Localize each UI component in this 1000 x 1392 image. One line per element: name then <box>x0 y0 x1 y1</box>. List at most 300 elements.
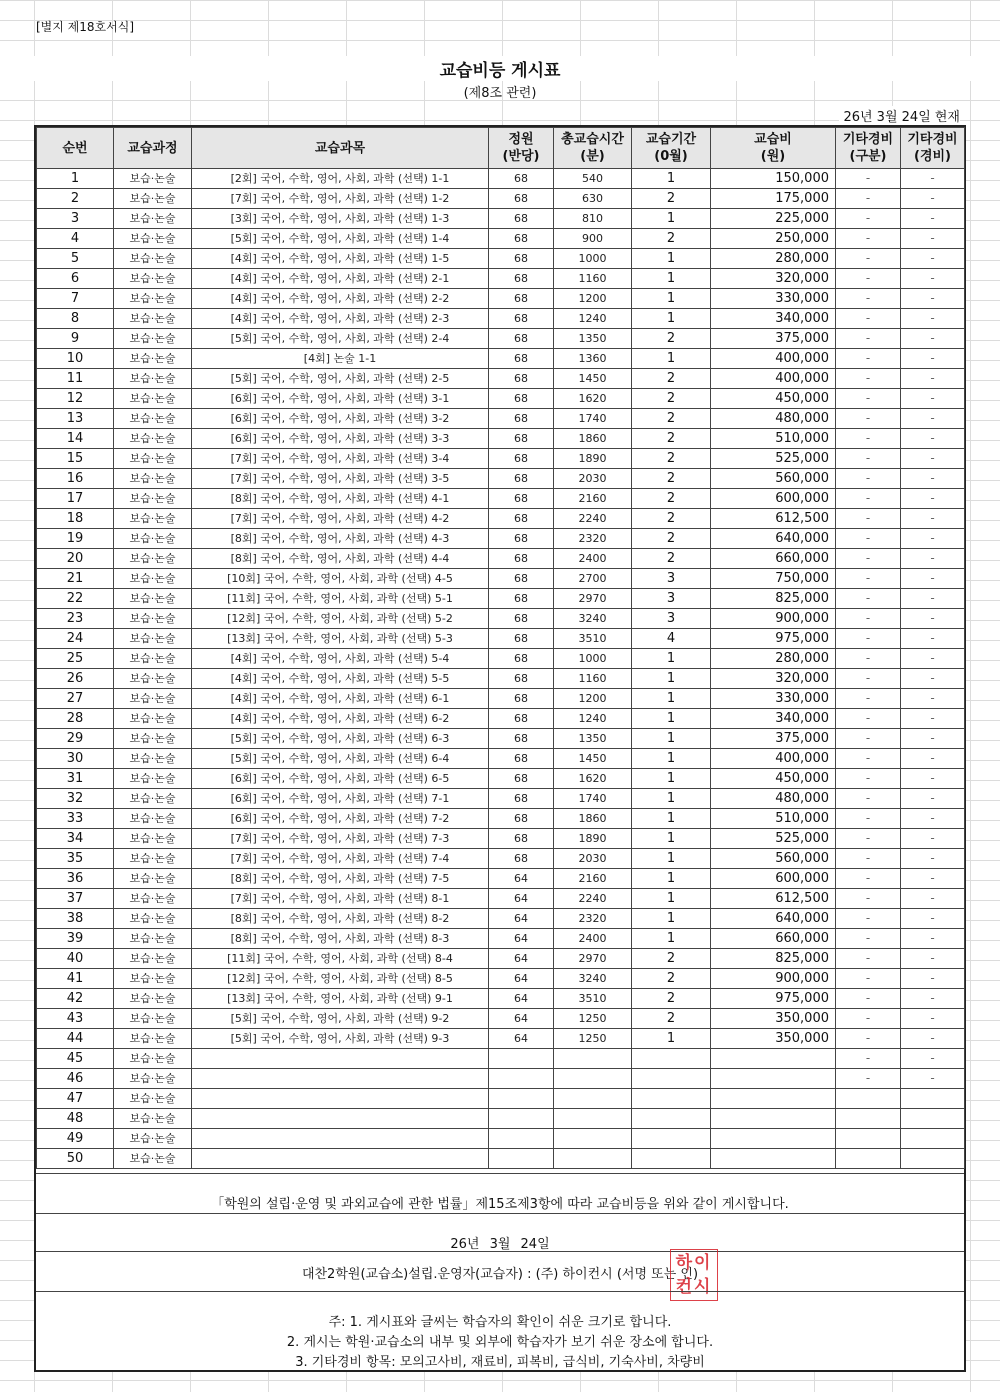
row-number: 4 <box>37 229 114 249</box>
table-row <box>37 429 965 449</box>
fee-cell: 825,000 <box>711 949 836 969</box>
row-number: 29 <box>37 729 114 749</box>
legal-statement: 「학원의 설립·운영 및 과외교습에 관한 법률」제15조제3항에 따라 교습비등을 위와 같이 게시합니다. <box>211 1197 789 1212</box>
capacity-cell: 68 <box>489 669 554 689</box>
total-time-cell: 1860 <box>554 809 632 829</box>
other-amount-cell: - <box>901 869 965 889</box>
other-category-cell: - <box>836 269 901 289</box>
capacity-cell: 68 <box>489 349 554 369</box>
other-category-cell: - <box>836 1029 901 1049</box>
other-amount-cell: - <box>901 529 965 549</box>
other-category-cell: - <box>836 369 901 389</box>
period-cell: 2 <box>632 549 711 569</box>
table-row <box>37 909 965 929</box>
subject-cell: [6회] 국어, 수학, 영어, 사회, 과학 (선택) 6-5 <box>192 769 489 789</box>
header-capacity: 정원 (반당) <box>489 128 554 169</box>
capacity-cell: 68 <box>489 529 554 549</box>
table-row <box>37 489 965 509</box>
operator-signature-line: 대찬2학원(교습소)설립.운영자(교습자) : (주) 하이컨시 (서명 또는 인) <box>301 1267 699 1282</box>
total-time-cell: 900 <box>554 229 632 249</box>
fee-cell: 340,000 <box>711 309 836 329</box>
subject-cell: [7회] 국어, 수학, 영어, 사회, 과학 (선택) 7-4 <box>192 849 489 869</box>
other-category-cell: - <box>836 649 901 669</box>
other-amount-cell: - <box>901 689 965 709</box>
total-time-cell <box>554 1109 632 1129</box>
other-category-cell: - <box>836 429 901 449</box>
course-cell: 보습·논술 <box>114 1089 192 1109</box>
period-cell: 1 <box>632 749 711 769</box>
capacity-cell: 68 <box>489 409 554 429</box>
table-row <box>37 689 965 709</box>
other-category-cell: - <box>836 489 901 509</box>
row-number: 16 <box>37 469 114 489</box>
row-number: 22 <box>37 589 114 609</box>
table-row <box>37 349 965 369</box>
fee-cell: 400,000 <box>711 349 836 369</box>
course-cell: 보습·논술 <box>114 289 192 309</box>
divider <box>36 1213 964 1214</box>
table-row <box>37 949 965 969</box>
period-cell: 1 <box>632 1029 711 1049</box>
subject-cell: [4회] 국어, 수학, 영어, 사회, 과학 (선택) 2-3 <box>192 309 489 329</box>
fee-cell: 350,000 <box>711 1009 836 1029</box>
total-time-cell: 1350 <box>554 329 632 349</box>
fee-notice-sheet <box>34 125 966 1372</box>
divider <box>36 1173 964 1174</box>
total-time-cell: 2320 <box>554 909 632 929</box>
other-amount-cell: - <box>901 1069 965 1089</box>
table-row <box>37 209 965 229</box>
subject-cell <box>192 1129 489 1149</box>
row-number: 41 <box>37 969 114 989</box>
row-number: 7 <box>37 289 114 309</box>
capacity-cell: 68 <box>489 829 554 849</box>
table-row <box>37 469 965 489</box>
period-cell <box>632 1049 711 1069</box>
table-row <box>37 409 965 429</box>
total-time-cell: 1350 <box>554 729 632 749</box>
table-row <box>37 549 965 569</box>
row-number: 44 <box>37 1029 114 1049</box>
fee-cell: 612,500 <box>711 509 836 529</box>
total-time-cell: 1250 <box>554 1029 632 1049</box>
other-amount-cell: - <box>901 509 965 529</box>
row-number: 3 <box>37 209 114 229</box>
table-row <box>37 289 965 309</box>
header-subject: 교습과목 <box>192 128 489 169</box>
course-cell: 보습·논술 <box>114 1009 192 1029</box>
subject-cell <box>192 1149 489 1169</box>
period-cell: 4 <box>632 629 711 649</box>
total-time-cell: 1740 <box>554 789 632 809</box>
capacity-cell: 68 <box>489 809 554 829</box>
other-category-cell: - <box>836 469 901 489</box>
other-amount-cell: - <box>901 769 965 789</box>
header-period: 교습기간 (0월) <box>632 128 711 169</box>
subject-cell: [7회] 국어, 수학, 영어, 사회, 과학 (선택) 3-5 <box>192 469 489 489</box>
other-category-cell <box>836 1129 901 1149</box>
fee-cell: 340,000 <box>711 709 836 729</box>
other-amount-cell: - <box>901 1049 965 1069</box>
subject-cell: [4회] 국어, 수학, 영어, 사회, 과학 (선택) 6-2 <box>192 709 489 729</box>
period-cell: 1 <box>632 829 711 849</box>
capacity-cell: 68 <box>489 589 554 609</box>
total-time-cell: 1860 <box>554 429 632 449</box>
subject-cell: [13회] 국어, 수학, 영어, 사회, 과학 (선택) 9-1 <box>192 989 489 1009</box>
table-row <box>37 809 965 829</box>
other-amount-cell: - <box>901 549 965 569</box>
as-of-date: 26년 3월 24일 현재 <box>839 106 960 125</box>
course-cell: 보습·논술 <box>114 849 192 869</box>
period-cell: 2 <box>632 969 711 989</box>
other-category-cell: - <box>836 569 901 589</box>
capacity-cell: 64 <box>489 909 554 929</box>
course-cell: 보습·논술 <box>114 829 192 849</box>
capacity-cell: 68 <box>489 769 554 789</box>
other-category-cell <box>836 1089 901 1109</box>
other-amount-cell: - <box>901 449 965 469</box>
total-time-cell: 2400 <box>554 929 632 949</box>
row-number: 46 <box>37 1069 114 1089</box>
page-subtitle: (제8조 관련) <box>463 86 537 101</box>
subject-cell: [4회] 국어, 수학, 영어, 사회, 과학 (선택) 2-2 <box>192 289 489 309</box>
other-amount-cell: - <box>901 789 965 809</box>
row-number: 37 <box>37 889 114 909</box>
row-number: 28 <box>37 709 114 729</box>
course-cell: 보습·논술 <box>114 909 192 929</box>
period-cell: 1 <box>632 869 711 889</box>
row-number: 31 <box>37 769 114 789</box>
other-category-cell: - <box>836 309 901 329</box>
fee-cell: 375,000 <box>711 729 836 749</box>
fee-cell: 660,000 <box>711 549 836 569</box>
table-row <box>37 309 965 329</box>
row-number: 34 <box>37 829 114 849</box>
other-amount-cell: - <box>901 189 965 209</box>
header-no: 순번 <box>37 128 114 169</box>
course-cell: 보습·논술 <box>114 769 192 789</box>
row-number: 6 <box>37 269 114 289</box>
other-category-cell: - <box>836 689 901 709</box>
period-cell <box>632 1069 711 1089</box>
capacity-cell: 68 <box>489 549 554 569</box>
course-cell: 보습·논술 <box>114 209 192 229</box>
total-time-cell: 2030 <box>554 849 632 869</box>
subject-cell: [4회] 국어, 수학, 영어, 사회, 과학 (선택) 6-1 <box>192 689 489 709</box>
course-cell: 보습·논술 <box>114 629 192 649</box>
other-amount-cell: - <box>901 849 965 869</box>
course-cell: 보습·논술 <box>114 509 192 529</box>
row-number: 40 <box>37 949 114 969</box>
course-cell: 보습·논술 <box>114 429 192 449</box>
total-time-cell: 2160 <box>554 489 632 509</box>
fee-cell: 480,000 <box>711 409 836 429</box>
course-cell: 보습·논술 <box>114 489 192 509</box>
other-category-cell: - <box>836 329 901 349</box>
total-time-cell <box>554 1149 632 1169</box>
table-row <box>37 609 965 629</box>
other-amount-cell: - <box>901 489 965 509</box>
capacity-cell: 64 <box>489 1029 554 1049</box>
capacity-cell: 68 <box>489 609 554 629</box>
table-row <box>37 849 965 869</box>
fee-cell <box>711 1149 836 1169</box>
table-row <box>37 169 965 189</box>
other-amount-cell <box>901 1149 965 1169</box>
other-category-cell: - <box>836 349 901 369</box>
subject-cell: [6회] 국어, 수학, 영어, 사회, 과학 (선택) 3-1 <box>192 389 489 409</box>
other-amount-cell: - <box>901 209 965 229</box>
course-cell: 보습·논술 <box>114 389 192 409</box>
course-cell: 보습·논술 <box>114 349 192 369</box>
company-seal-stamp: 하이 컨시 <box>670 1249 718 1301</box>
table-row <box>37 229 965 249</box>
fee-cell: 480,000 <box>711 789 836 809</box>
course-cell: 보습·논술 <box>114 369 192 389</box>
period-cell: 2 <box>632 189 711 209</box>
other-amount-cell: - <box>901 229 965 249</box>
subject-cell: [7회] 국어, 수학, 영어, 사회, 과학 (선택) 1-2 <box>192 189 489 209</box>
table-row <box>37 1069 965 1089</box>
period-cell: 1 <box>632 669 711 689</box>
capacity-cell: 68 <box>489 649 554 669</box>
note-line: 2. 게시는 학원·교습소의 내부 및 외부에 학습자가 보기 쉬운 장소에 합니다. <box>286 1335 714 1350</box>
capacity-cell: 68 <box>489 229 554 249</box>
subject-cell: [7회] 국어, 수학, 영어, 사회, 과학 (선택) 4-2 <box>192 509 489 529</box>
other-category-cell: - <box>836 949 901 969</box>
other-category-cell <box>836 1149 901 1169</box>
other-amount-cell: - <box>901 409 965 429</box>
capacity-cell: 68 <box>489 469 554 489</box>
period-cell <box>632 1089 711 1109</box>
header-course: 교습과정 <box>114 128 192 169</box>
header-other-amount: 기타경비 (경비) <box>901 128 965 169</box>
fee-cell <box>711 1049 836 1069</box>
total-time-cell: 2160 <box>554 869 632 889</box>
row-number: 2 <box>37 189 114 209</box>
total-time-cell: 630 <box>554 189 632 209</box>
row-number: 47 <box>37 1089 114 1109</box>
subject-cell <box>192 1109 489 1129</box>
table-row <box>37 929 965 949</box>
total-time-cell: 1250 <box>554 1009 632 1029</box>
period-cell <box>632 1129 711 1149</box>
row-number: 30 <box>37 749 114 769</box>
capacity-cell: 64 <box>489 969 554 989</box>
table-row <box>37 789 965 809</box>
other-category-cell: - <box>836 549 901 569</box>
period-cell: 2 <box>632 329 711 349</box>
total-time-cell: 1450 <box>554 749 632 769</box>
subject-cell: [5회] 국어, 수학, 영어, 사회, 과학 (선택) 1-4 <box>192 229 489 249</box>
subject-cell: [6회] 국어, 수학, 영어, 사회, 과학 (선택) 7-1 <box>192 789 489 809</box>
course-cell: 보습·논술 <box>114 589 192 609</box>
subject-cell: [5회] 국어, 수학, 영어, 사회, 과학 (선택) 9-3 <box>192 1029 489 1049</box>
row-number: 13 <box>37 409 114 429</box>
row-number: 25 <box>37 649 114 669</box>
capacity-cell: 68 <box>489 389 554 409</box>
course-cell: 보습·논술 <box>114 989 192 1009</box>
other-category-cell: - <box>836 289 901 309</box>
total-time-cell: 3510 <box>554 989 632 1009</box>
fee-cell: 250,000 <box>711 229 836 249</box>
capacity-cell: 68 <box>489 449 554 469</box>
capacity-cell: 68 <box>489 269 554 289</box>
other-category-cell: - <box>836 249 901 269</box>
row-number: 26 <box>37 669 114 689</box>
capacity-cell: 68 <box>489 289 554 309</box>
table-row <box>37 529 965 549</box>
capacity-cell: 68 <box>489 329 554 349</box>
table-row <box>37 189 965 209</box>
fee-cell <box>711 1089 836 1109</box>
period-cell: 1 <box>632 349 711 369</box>
other-amount-cell <box>901 1109 965 1129</box>
period-cell <box>632 1149 711 1169</box>
period-cell: 3 <box>632 589 711 609</box>
table-row <box>37 709 965 729</box>
fee-cell: 400,000 <box>711 369 836 389</box>
other-category-cell: - <box>836 189 901 209</box>
capacity-cell: 68 <box>489 209 554 229</box>
course-cell: 보습·논술 <box>114 549 192 569</box>
period-cell: 2 <box>632 389 711 409</box>
row-number: 5 <box>37 249 114 269</box>
period-cell: 2 <box>632 489 711 509</box>
fee-cell: 175,000 <box>711 189 836 209</box>
capacity-cell: 64 <box>489 949 554 969</box>
subject-cell: [8회] 국어, 수학, 영어, 사회, 과학 (선택) 4-1 <box>192 489 489 509</box>
fee-table-body <box>37 169 965 1169</box>
table-row <box>37 769 965 789</box>
course-cell: 보습·논술 <box>114 809 192 829</box>
period-cell: 2 <box>632 369 711 389</box>
course-cell: 보습·논술 <box>114 269 192 289</box>
fee-cell: 350,000 <box>711 1029 836 1049</box>
table-row <box>37 889 965 909</box>
other-category-cell: - <box>836 829 901 849</box>
total-time-cell: 2700 <box>554 569 632 589</box>
capacity-cell: 68 <box>489 749 554 769</box>
fee-cell: 375,000 <box>711 329 836 349</box>
table-row <box>37 969 965 989</box>
other-amount-cell: - <box>901 429 965 449</box>
table-row <box>37 749 965 769</box>
table-row <box>37 369 965 389</box>
fee-cell: 825,000 <box>711 589 836 609</box>
course-cell: 보습·논술 <box>114 189 192 209</box>
period-cell: 1 <box>632 729 711 749</box>
row-number: 33 <box>37 809 114 829</box>
other-amount-cell: - <box>901 289 965 309</box>
other-amount-cell <box>901 1129 965 1149</box>
other-amount-cell: - <box>901 709 965 729</box>
total-time-cell <box>554 1129 632 1149</box>
capacity-cell <box>489 1049 554 1069</box>
total-time-cell: 3510 <box>554 629 632 649</box>
other-amount-cell: - <box>901 349 965 369</box>
capacity-cell: 68 <box>489 709 554 729</box>
other-category-cell: - <box>836 909 901 929</box>
table-row <box>37 1089 965 1109</box>
fee-cell: 280,000 <box>711 249 836 269</box>
other-amount-cell: - <box>901 329 965 349</box>
notes-block <box>36 1313 964 1373</box>
subject-cell <box>192 1069 489 1089</box>
period-cell: 2 <box>632 989 711 1009</box>
other-category-cell: - <box>836 1009 901 1029</box>
row-number: 35 <box>37 849 114 869</box>
course-cell: 보습·논술 <box>114 309 192 329</box>
other-amount-cell: - <box>901 249 965 269</box>
course-cell: 보습·논술 <box>114 929 192 949</box>
subject-cell: [8회] 국어, 수학, 영어, 사회, 과학 (선택) 4-4 <box>192 549 489 569</box>
course-cell: 보습·논술 <box>114 1029 192 1049</box>
total-time-cell <box>554 1089 632 1109</box>
fee-cell: 320,000 <box>711 269 836 289</box>
subject-cell: [7회] 국어, 수학, 영어, 사회, 과학 (선택) 3-4 <box>192 449 489 469</box>
table-row <box>37 629 965 649</box>
total-time-cell: 2320 <box>554 529 632 549</box>
course-cell: 보습·논술 <box>114 689 192 709</box>
capacity-cell <box>489 1089 554 1109</box>
other-amount-cell: - <box>901 929 965 949</box>
other-amount-cell: - <box>901 949 965 969</box>
period-cell: 2 <box>632 949 711 969</box>
course-cell: 보습·논술 <box>114 1069 192 1089</box>
total-time-cell: 540 <box>554 169 632 189</box>
course-cell: 보습·논술 <box>114 709 192 729</box>
other-amount-cell: - <box>901 969 965 989</box>
subject-cell: [5회] 국어, 수학, 영어, 사회, 과학 (선택) 2-4 <box>192 329 489 349</box>
capacity-cell: 68 <box>489 169 554 189</box>
subject-cell: [3회] 국어, 수학, 영어, 사회, 과학 (선택) 1-3 <box>192 209 489 229</box>
course-cell: 보습·논술 <box>114 889 192 909</box>
capacity-cell <box>489 1129 554 1149</box>
total-time-cell: 1240 <box>554 709 632 729</box>
capacity-cell <box>489 1149 554 1169</box>
fee-cell: 150,000 <box>711 169 836 189</box>
table-row <box>37 989 965 1009</box>
note-line: 3. 기타경비 항목: 모의고사비, 재료비, 피복비, 급식비, 기숙사비, 차량비 <box>295 1355 705 1370</box>
total-time-cell: 1890 <box>554 829 632 849</box>
period-cell: 3 <box>632 569 711 589</box>
fee-cell: 400,000 <box>711 749 836 769</box>
row-number: 12 <box>37 389 114 409</box>
fee-cell: 900,000 <box>711 969 836 989</box>
total-time-cell: 1240 <box>554 309 632 329</box>
row-number: 42 <box>37 989 114 1009</box>
other-amount-cell: - <box>901 809 965 829</box>
subject-cell: [6회] 국어, 수학, 영어, 사회, 과학 (선택) 7-2 <box>192 809 489 829</box>
fee-cell <box>711 1109 836 1129</box>
course-cell: 보습·논술 <box>114 569 192 589</box>
fee-cell: 450,000 <box>711 389 836 409</box>
table-row <box>37 569 965 589</box>
total-time-cell: 2970 <box>554 589 632 609</box>
total-time-cell: 1160 <box>554 669 632 689</box>
course-cell: 보습·논술 <box>114 1129 192 1149</box>
total-time-cell: 1620 <box>554 769 632 789</box>
course-cell: 보습·논술 <box>114 1149 192 1169</box>
row-number: 27 <box>37 689 114 709</box>
total-time-cell <box>554 1069 632 1089</box>
course-cell: 보습·논술 <box>114 949 192 969</box>
subject-cell: [4회] 국어, 수학, 영어, 사회, 과학 (선택) 5-4 <box>192 649 489 669</box>
row-number: 20 <box>37 549 114 569</box>
other-category-cell: - <box>836 969 901 989</box>
period-cell: 1 <box>632 929 711 949</box>
